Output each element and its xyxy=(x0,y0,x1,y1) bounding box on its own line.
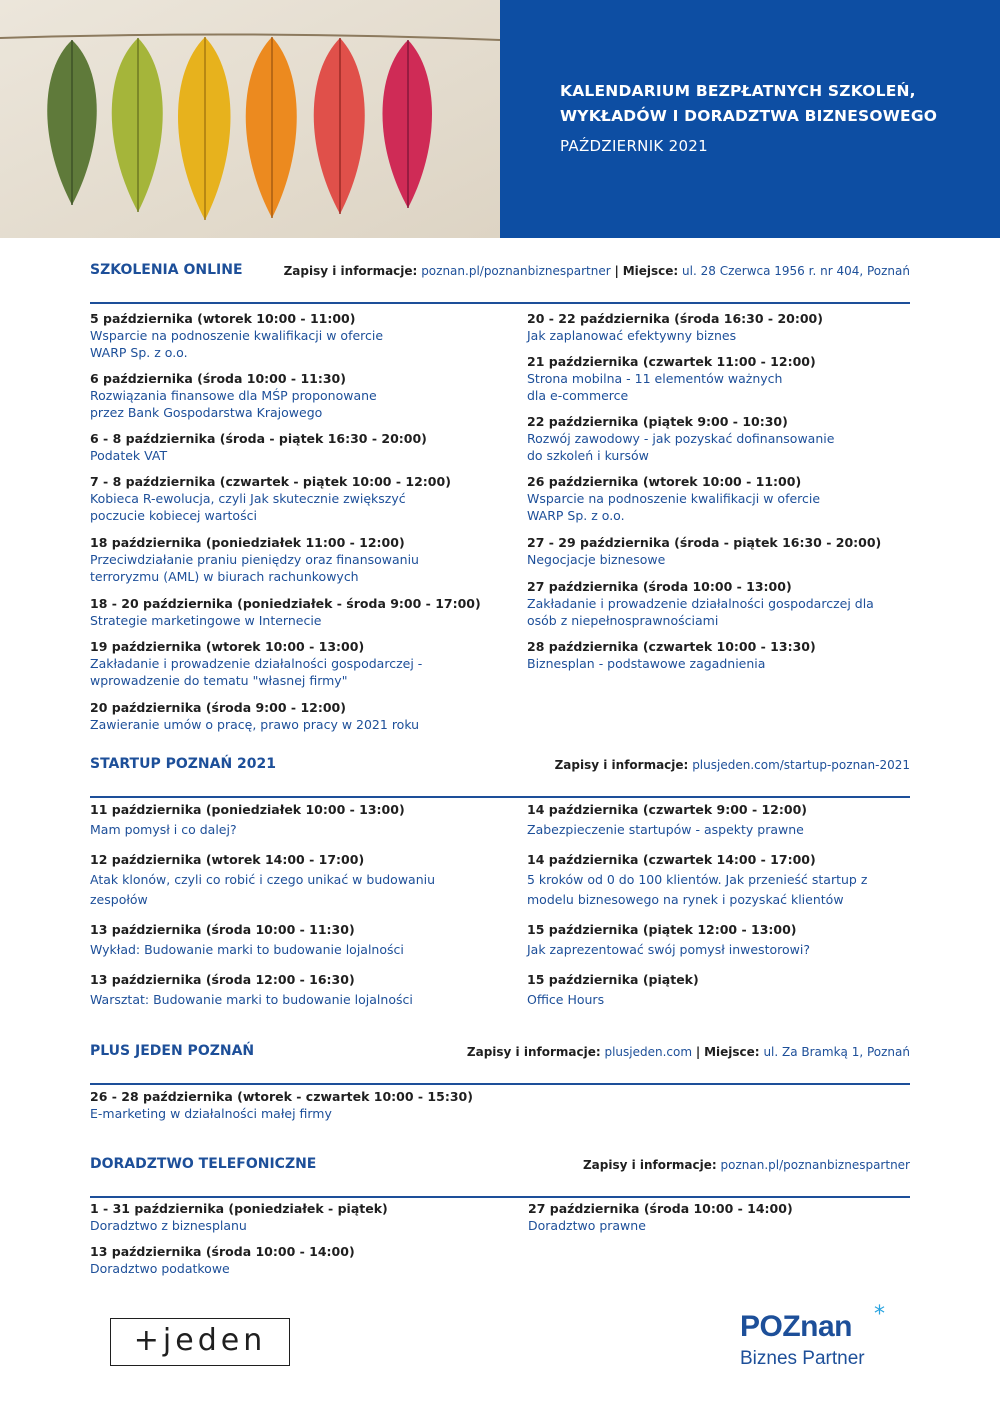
separator: | xyxy=(695,1045,701,1059)
event-entry xyxy=(527,473,922,524)
event-date: 15 października (piątek) xyxy=(527,972,699,987)
event-title: Podatek VAT xyxy=(90,448,168,463)
event-title: Zakładanie i prowadzenie działalności gospodarczej - xyxy=(90,656,423,671)
event-date: 20 - 22 października (środa 16:30 - 20:00) xyxy=(527,311,823,326)
event-title: do szkoleń i kursów xyxy=(527,448,649,463)
event-entry xyxy=(90,970,485,1010)
section-startup-header xyxy=(90,756,910,798)
event-title: Kobieca R-ewolucja, czyli Jak skutecznie zwiększyć xyxy=(90,491,406,506)
section-title: STARTUP POZNAŃ 2021 xyxy=(90,756,277,772)
event-date: 28 października (czwartek 10:00 - 13:30) xyxy=(527,639,816,654)
leaves-illustration xyxy=(0,0,500,238)
event-title: Jak zaplanować efektywny biznes xyxy=(527,328,737,343)
event-entry xyxy=(90,1243,485,1277)
event-date: 27 - 29 października (środa - piątek 16:30 - 20:00) xyxy=(527,535,882,550)
event-entry xyxy=(90,699,485,733)
event-entry xyxy=(528,1200,923,1234)
event-date: 26 - 28 października (wtorek - czwartek 10:00 - 15:30) xyxy=(90,1089,473,1104)
plusjeden-logo: +jeden xyxy=(110,1318,290,1366)
section-info xyxy=(555,758,910,772)
event-title: przez Bank Gospodarstwa Krajowego xyxy=(90,405,323,420)
info-label: Zapisy i informacje: xyxy=(466,1045,601,1059)
event-title: poczucie kobiecej wartości xyxy=(90,508,257,523)
event-date: 19 października (wtorek 10:00 - 13:00) xyxy=(90,639,365,654)
section-info xyxy=(284,264,910,278)
event-title: Wsparcie na podnoszenie kwalifikacji w ofercie xyxy=(527,491,821,506)
event-date: 27 października (środa 10:00 - 13:00) xyxy=(527,579,792,594)
section-title: PLUS JEDEN POZNAŃ xyxy=(90,1043,255,1059)
section-phone-header xyxy=(90,1156,910,1198)
event-title: Atak klonów, czyli co robić i czego unikać w budowaniu xyxy=(90,872,436,887)
event-title: Warsztat: Budowanie marki to budowanie lojalności xyxy=(90,992,413,1007)
event-date: 13 października (środa 12:00 - 16:30) xyxy=(90,972,355,987)
place-label: Miejsce: xyxy=(622,264,679,278)
info-label: Zapisy i informacje: xyxy=(554,758,689,772)
event-title: Jak zaprezentować swój pomysł inwestorowi? xyxy=(527,942,810,957)
event-entry xyxy=(527,638,922,672)
event-title: terroryzmu (AML) w biurach rachunkowych xyxy=(90,569,359,584)
event-entry xyxy=(90,370,485,421)
separator: | xyxy=(614,264,619,278)
event-date: 14 października (czwartek 14:00 - 17:00) xyxy=(527,852,816,867)
header-banner xyxy=(0,0,1000,238)
event-entry xyxy=(527,578,922,629)
section-info xyxy=(467,1045,910,1059)
poznan-logo-subtitle: Biznes Partner xyxy=(740,1348,865,1369)
poznan-biznes-partner-logo xyxy=(740,1302,900,1380)
main-subtitle: PAŹDZIERNIK 2021 xyxy=(560,137,708,155)
event-title: Negocjacje biznesowe xyxy=(527,552,666,567)
section-title: SZKOLENIA ONLINE xyxy=(90,262,243,278)
event-entry xyxy=(90,430,485,464)
main-title-line2: WYKŁADÓW I DORADZTWA BIZNESOWEGO xyxy=(560,107,938,125)
poznan-logo-text: POZnan xyxy=(740,1310,853,1343)
event-title: Strategie marketingowe w Internecie xyxy=(90,613,322,628)
event-date: 6 października (środa 10:00 - 11:30) xyxy=(90,371,346,386)
event-entry xyxy=(90,534,485,585)
star-icon: * xyxy=(874,1302,885,1327)
section-info xyxy=(583,1158,910,1172)
event-date: 15 października (piątek 12:00 - 13:00) xyxy=(527,922,797,937)
event-title: zespołów xyxy=(90,892,148,907)
info-link[interactable]: plusjeden.com/startup-poznan-2021 xyxy=(692,758,910,772)
event-title: Wykład: Budowanie marki to budowanie lojalności xyxy=(90,942,404,957)
event-entry xyxy=(527,413,922,464)
event-date: 22 października (piątek 9:00 - 10:30) xyxy=(527,414,788,429)
place-label: Miejsce: xyxy=(704,1045,760,1059)
info-link[interactable]: poznan.pl/poznanbiznespartner xyxy=(421,264,611,278)
info-link[interactable]: poznan.pl/poznanbiznespartner xyxy=(720,1158,910,1172)
event-title: Przeciwdziałanie praniu pieniędzy oraz finansowaniu xyxy=(90,552,419,567)
event-date: 27 października (środa 10:00 - 14:00) xyxy=(528,1201,793,1216)
event-title: Zakładanie i prowadzenie działalności gospodarczej dla xyxy=(527,596,874,611)
event-date: 5 października (wtorek 10:00 - 11:00) xyxy=(90,311,356,326)
title-panel xyxy=(500,0,1000,238)
event-date: 14 października (czwartek 9:00 - 12:00) xyxy=(527,802,807,817)
event-date: 13 października (środa 10:00 - 14:00) xyxy=(90,1244,355,1259)
autumn-leaves-photo xyxy=(0,0,500,238)
event-entry xyxy=(90,310,485,361)
event-title: osób z niepełnosprawnościami xyxy=(527,613,719,628)
event-date: 18 - 20 października (poniedziałek - środa 9:00 - 17:00) xyxy=(90,596,481,611)
event-entry xyxy=(90,638,485,689)
event-title: 5 kroków od 0 do 100 klientów. Jak przenieść startup z xyxy=(527,872,868,887)
section-title: DORADZTWO TELEFONICZNE xyxy=(90,1156,317,1172)
event-entry xyxy=(90,1088,590,1122)
event-title: Doradztwo podatkowe xyxy=(90,1261,230,1276)
event-title: wprowadzenie do tematu "własnej firmy" xyxy=(90,673,348,688)
event-title: Doradztwo z biznesplanu xyxy=(90,1218,247,1233)
event-date: 1 - 31 października (poniedziałek - piątek) xyxy=(90,1201,388,1216)
info-label: Zapisy i informacje: xyxy=(283,264,418,278)
event-title: Rozwiązania finansowe dla MŚP proponowane xyxy=(90,388,377,403)
event-entry xyxy=(527,534,922,568)
event-date: 7 - 8 października (czwartek - piątek 10:00 - 12:00) xyxy=(90,474,451,489)
event-entry xyxy=(527,970,922,1010)
section-online-header xyxy=(90,262,910,304)
place-value: ul. Za Bramką 1, Poznań xyxy=(763,1045,910,1059)
event-date: 26 października (wtorek 10:00 - 11:00) xyxy=(527,474,802,489)
event-date: 12 października (wtorek 14:00 - 17:00) xyxy=(90,852,365,867)
section-plusjeden-header xyxy=(90,1043,910,1085)
event-title: modelu biznesowego na rynek i pozyskać klientów xyxy=(527,892,844,907)
event-entry xyxy=(527,310,922,344)
event-title: Zawieranie umów o pracę, prawo pracy w 2021 roku xyxy=(90,717,420,732)
event-entry xyxy=(527,920,922,960)
event-title: WARP Sp. z o.o. xyxy=(90,345,188,360)
event-entry xyxy=(90,595,485,629)
info-link[interactable]: plusjeden.com xyxy=(604,1045,693,1059)
event-entry xyxy=(90,920,485,960)
info-label: Zapisy i informacje: xyxy=(582,1158,717,1172)
main-title-line1: KALENDARIUM BEZPŁATNYCH SZKOLEŃ, xyxy=(560,82,916,100)
event-date: 20 października (środa 9:00 - 12:00) xyxy=(90,700,346,715)
event-entry xyxy=(90,850,485,910)
event-date: 21 października (czwartek 11:00 - 12:00) xyxy=(527,354,816,369)
event-entry xyxy=(527,850,922,910)
event-title: E-marketing w działalności małej firmy xyxy=(90,1106,332,1121)
event-date: 18 października (poniedziałek 11:00 - 12:00) xyxy=(90,535,405,550)
event-title: Mam pomysł i co dalej? xyxy=(90,822,237,837)
event-title: Strona mobilna - 11 elementów ważnych xyxy=(527,371,783,386)
event-entry xyxy=(527,353,922,404)
event-date: 13 października (środa 10:00 - 11:30) xyxy=(90,922,355,937)
event-title: Zabezpieczenie startupów - aspekty prawne xyxy=(527,822,804,837)
event-date: 11 października (poniedziałek 10:00 - 13:00) xyxy=(90,802,405,817)
event-title: dla e-commerce xyxy=(527,388,629,403)
event-title: Doradztwo prawne xyxy=(528,1218,646,1233)
place-value: ul. 28 Czerwca 1956 r. nr 404, Poznań xyxy=(682,264,910,278)
event-title: Wsparcie na podnoszenie kwalifikacji w ofercie xyxy=(90,328,384,343)
event-entry xyxy=(527,800,922,840)
event-entry xyxy=(90,473,485,524)
event-entry xyxy=(90,1200,485,1234)
event-entry xyxy=(90,800,485,840)
event-title: WARP Sp. z o.o. xyxy=(527,508,625,523)
event-title: Rozwój zawodowy - jak pozyskać dofinansowanie xyxy=(527,431,835,446)
event-date: 6 - 8 października (środa - piątek 16:30 - 20:00) xyxy=(90,431,427,446)
event-title: Biznesplan - podstawowe zagadnienia xyxy=(527,656,766,671)
event-title: Office Hours xyxy=(527,992,605,1007)
